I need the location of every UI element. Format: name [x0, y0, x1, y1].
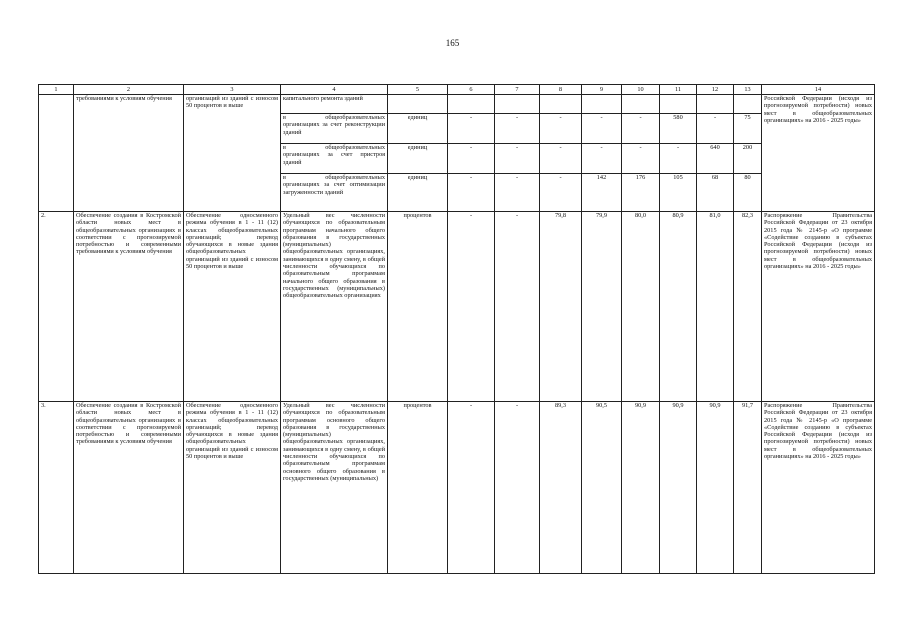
row-number-cell: 2. [39, 212, 74, 402]
value-cell: 90,9 [697, 402, 734, 574]
measure-cell: Обеспечение односменного режима обучения в 1 - 11 (12) классах общеобразовательных организаций; перевод обучающихся в новые здания общеобразовательных организаций из зданий с износом 50 процентов и выше [184, 402, 281, 574]
column-number: 4 [281, 85, 388, 95]
value-cell: - [495, 402, 540, 574]
unit-cell: единиц [388, 174, 448, 212]
legal-basis-cell: Российской Федерации (исходя из прогнозируемой потребности) новых мест в общеобразовательных организациях» на 2016 - 2025 годы» [762, 95, 875, 212]
column-number: 11 [660, 85, 697, 95]
targets-table [38, 84, 875, 574]
unit-cell [388, 95, 448, 114]
value-cell: 105 [660, 174, 697, 212]
value-cell: 200 [734, 144, 762, 174]
value-cell: 89,3 [540, 402, 582, 574]
value-cell: 80 [734, 174, 762, 212]
value-cell: 82,3 [734, 212, 762, 402]
indicator-cell: капитального ремонта зданий [281, 95, 388, 114]
value-cell: - [448, 174, 495, 212]
page-number: 165 [445, 38, 460, 48]
value-cell [448, 95, 495, 114]
unit-cell: единиц [388, 114, 448, 144]
value-cell [660, 95, 697, 114]
column-number: 12 [697, 85, 734, 95]
table-row [39, 402, 875, 574]
value-cell: 80,0 [622, 212, 660, 402]
column-number: 8 [540, 85, 582, 95]
value-cell [622, 95, 660, 114]
goal-cell: Обеспечение создания в Костромской области новых мест в общеобразовательных организациях в соответствии с прогнозируемой потребностью и современными требованиями к условиям обучения [74, 212, 184, 402]
indicator-cell: в общеобразовательных организациях за счет пристроя зданий [281, 144, 388, 174]
value-cell: - [540, 174, 582, 212]
column-number: 3 [184, 85, 281, 95]
value-cell: 79,9 [582, 212, 622, 402]
value-cell: 580 [660, 114, 697, 144]
value-cell: - [495, 212, 540, 402]
value-cell [495, 95, 540, 114]
table-row [39, 212, 875, 402]
value-cell: - [622, 114, 660, 144]
value-cell: 79,8 [540, 212, 582, 402]
value-cell [697, 95, 734, 114]
value-cell [540, 95, 582, 114]
value-cell: 176 [622, 174, 660, 212]
goal-cell: требованиями к условиям обучения [74, 95, 184, 212]
legal-basis-cell: Распоряжение Правительства Российской Федерации от 23 октября 2015 года № 2145-р «О программе «Содействие созданию в субъектах Российской Федерации (исходя из прогнозируемой потребности) новых мест в общеобразовательных организациях» на 2016 - 2025 годы» [762, 402, 875, 574]
unit-cell: процентов [388, 402, 448, 574]
measure-cell: Обеспечение односменного режима обучения в 1 - 11 (12) классах общеобразовательных организаций; перевод обучающихся в новые здания общеобразовательных организаций из зданий с износом 50 процентов и выше [184, 212, 281, 402]
value-cell: 91,7 [734, 402, 762, 574]
value-cell: - [448, 144, 495, 174]
value-cell: - [448, 402, 495, 574]
column-number: 9 [582, 85, 622, 95]
value-cell: - [622, 144, 660, 174]
measure-cell: организаций из зданий с износом 50 процентов и выше [184, 95, 281, 212]
column-number: 2 [74, 85, 184, 95]
goal-cell: Обеспечение создания в Костромской области новых мест в общеобразовательных организациях в соответствии с прогнозируемой потребностью и современными требованиями к условиям обучения [74, 402, 184, 574]
indicator-cell: в общеобразовательных организациях за счет реконструкции зданий [281, 114, 388, 144]
value-cell: 75 [734, 114, 762, 144]
unit-cell: процентов [388, 212, 448, 402]
value-cell: - [495, 114, 540, 144]
indicator-cell: Удельный вес численности обучающихся по образовательным программам начального общего образования в государственных (муниципальных) общеобразовательных организациях, занимающихся в одну смену, в общей численности обучающихся по образовательным программам начального общего образования в государственных (муниципальных) общеобразовательных организациях [281, 212, 388, 402]
column-number: 10 [622, 85, 660, 95]
legal-basis-cell: Распоряжение Правительства Российской Федерации от 23 октября 2015 года № 2145-р «О программе «Содействие созданию в субъектах Российской Федерации (исходя из прогнозируемой потребности) новых мест в общеобразовательных организациях» на 2016 - 2025 годы» [762, 212, 875, 402]
value-cell: - [540, 114, 582, 144]
value-cell: - [582, 114, 622, 144]
value-cell: - [582, 144, 622, 174]
value-cell: 81,0 [697, 212, 734, 402]
value-cell: 80,9 [660, 212, 697, 402]
value-cell: - [540, 144, 582, 174]
column-number: 13 [734, 85, 762, 95]
value-cell [582, 95, 622, 114]
column-number: 6 [448, 85, 495, 95]
row-number-cell [39, 95, 74, 212]
indicator-cell: Удельный вес численности обучающихся по образовательным программам основного общего образования в государственных (муниципальных) общеобразовательных организациях, занимающихся в одну смену, в общей численности обучающихся по образовательным программам основного общего образования в государственных (муниципальных) [281, 402, 388, 574]
value-cell: - [495, 174, 540, 212]
value-cell: - [660, 144, 697, 174]
value-cell: - [697, 114, 734, 144]
value-cell: 68 [697, 174, 734, 212]
column-number: 1 [39, 85, 74, 95]
value-cell: - [448, 114, 495, 144]
value-cell [734, 95, 762, 114]
indicator-cell: в общеобразовательных организациях за счет оптимизации загруженности зданий [281, 174, 388, 212]
value-cell: - [448, 212, 495, 402]
table-row [39, 95, 875, 114]
row-number-cell: 3. [39, 402, 74, 574]
value-cell: 640 [697, 144, 734, 174]
column-number-row [39, 85, 875, 95]
value-cell: 90,9 [660, 402, 697, 574]
value-cell: 142 [582, 174, 622, 212]
value-cell: - [495, 144, 540, 174]
column-number: 5 [388, 85, 448, 95]
column-number: 7 [495, 85, 540, 95]
unit-cell: единиц [388, 144, 448, 174]
value-cell: 90,5 [582, 402, 622, 574]
column-number: 14 [762, 85, 875, 95]
value-cell: 90,9 [622, 402, 660, 574]
